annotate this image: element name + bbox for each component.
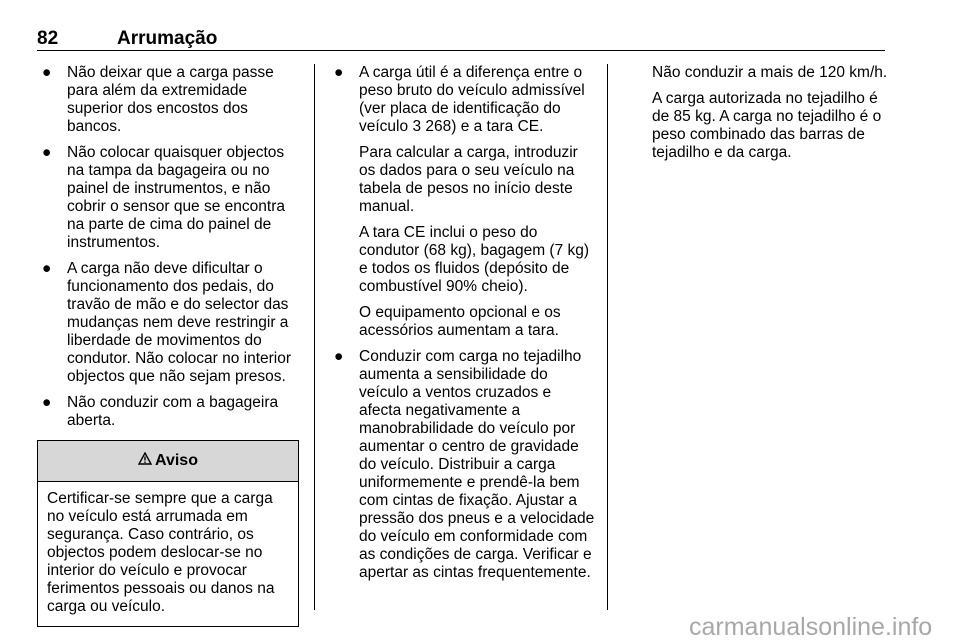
list-item-text: A carga não deve dificultar o funcionamento dos pedais, do travão de mão e do selector das mudanças nem deve restringir a liberdade de movimentos do condutor. Não colocar no interior objectos que não sejam presos.	[67, 260, 292, 385]
warning-header	[38, 441, 298, 482]
column-1	[37, 64, 299, 627]
bullet-icon: ●	[334, 64, 344, 81]
paragraph: O equipamento opcional e os acessórios aumentam a tara.	[359, 304, 561, 339]
column-3	[652, 64, 888, 170]
page-header	[37, 28, 885, 51]
bullet-icon: ●	[42, 64, 52, 81]
bullet-icon: ●	[42, 260, 52, 277]
column-divider-2	[607, 64, 608, 610]
warning-triangle-icon	[138, 452, 152, 470]
list-item	[37, 394, 299, 430]
paragraph: Para calcular a carga, introduzir os dados para o seu veículo na tabela de pesos no início deste manual.	[359, 144, 578, 215]
list-item-text: Não conduzir com a bagageira aberta.	[67, 394, 279, 429]
paragraph: Não conduzir a mais de 120 km/h.	[652, 64, 888, 81]
warning-text: Certificar-se sempre que a carga no veículo está arrumada em segurança. Caso contrário, os objectos podem deslocar-se no interior do veículo e provocar ferimentos pessoais ou danos na carga ou veículo.	[47, 490, 275, 615]
list-item	[37, 144, 299, 252]
list-item	[329, 64, 597, 136]
page-number: 82	[37, 28, 59, 49]
list-item-text-end: 268) e a tara CE.	[425, 118, 544, 135]
list-item	[329, 348, 597, 582]
column-divider-1	[314, 64, 315, 610]
warning-box	[37, 440, 299, 627]
bullet-icon: ●	[42, 394, 52, 411]
section-title: Arrumação	[117, 28, 218, 49]
list-item	[37, 260, 299, 386]
paragraph: A carga autorizada no tejadilho é de 85 kg. A carga no tejadilho é o peso combinado das barras de tejadilho e da carga.	[652, 90, 882, 161]
paragraph: A tara CE inclui o peso do condutor (68 kg), bagagem (7 kg) e todos os fluidos (depósito de combustível 90% cheio).	[359, 224, 590, 295]
warning-title: Aviso	[155, 452, 198, 469]
page-ref-arrow-icon[interactable]: 3	[412, 118, 422, 135]
watermark: carmanualsonline.info	[689, 613, 933, 641]
list-item-text: A carga útil é a diferença entre o peso bruto do veículo admissível (ver placa de identificação do veículo	[359, 64, 585, 135]
list-item-text: Conduzir com carga no tejadilho aumenta a sensibilidade do veículo a ventos cruzados e afecta negativamente a manobrabilidade do veículo por aumentar o centro de gravidade do veículo. Distribuir a carga uniformemente e prendê-la bem com cintas de fixação. Ajustar a pressão dos pneus e a velocidade do veículo em conformidade com as condições de carga. Verificar e apertar as cintas frequentemente.	[359, 348, 595, 581]
bullet-icon: ●	[42, 144, 52, 161]
bullet-icon: ●	[334, 348, 344, 365]
list-item-text: Não colocar quaisquer objectos na tampa da bagageira ou no painel de instrumentos, e não cobrir o sensor que se encontra na parte de cima do painel de instrumentos.	[67, 144, 285, 251]
list-item-text: Não deixar que a carga passe para além da extremidade superior dos encostos dos bancos.	[67, 64, 274, 135]
list-item	[37, 64, 299, 136]
column-2	[329, 64, 597, 590]
